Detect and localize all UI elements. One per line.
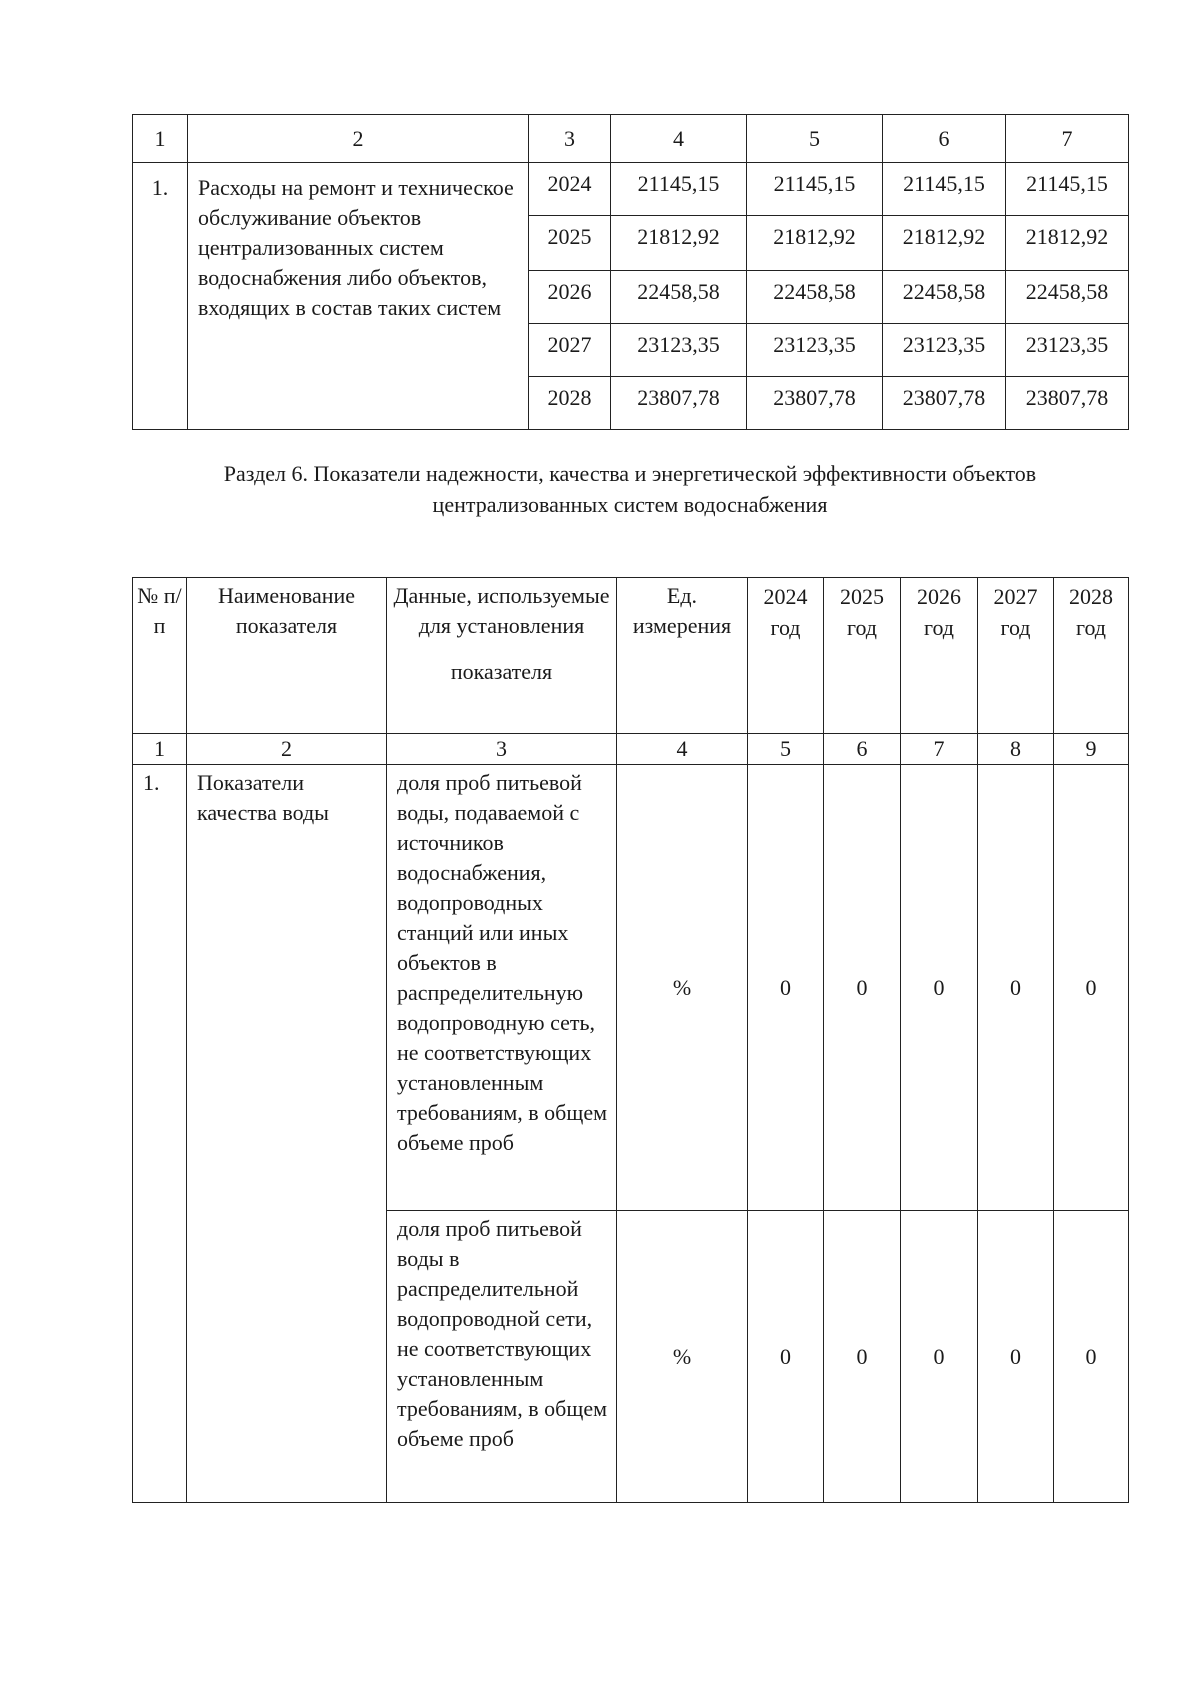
value-cell: 0	[824, 765, 901, 1211]
column-number: 8	[978, 734, 1054, 765]
row-number: 1.	[133, 163, 188, 430]
column-number: 5	[748, 734, 824, 765]
header-year-2028: 2028 год	[1054, 578, 1129, 734]
value-cell: 21145,15	[883, 163, 1006, 216]
value-cell: 22458,58	[747, 271, 883, 324]
value-cell: 0	[978, 765, 1054, 1211]
column-number: 2	[188, 115, 529, 163]
year-cell: 2027	[529, 324, 611, 377]
header-year-2024: 2024 год	[748, 578, 824, 734]
table-header-row	[133, 578, 1129, 734]
value-cell: 23123,35	[747, 324, 883, 377]
header-year-2026: 2026 год	[901, 578, 978, 734]
column-number: 6	[824, 734, 901, 765]
value-cell: 21812,92	[747, 216, 883, 271]
section-title-line: Раздел 6. Показатели надежности, качества и энергетической эффективности объектов	[223, 461, 1037, 486]
value-cell: 0	[748, 765, 824, 1211]
header-data-tail: показателя	[450, 659, 553, 684]
header-year-2027: 2027 год	[978, 578, 1054, 734]
column-number: 9	[1054, 734, 1129, 765]
value-cell: 21812,92	[611, 216, 747, 271]
value-cell: 21812,92	[1006, 216, 1129, 271]
column-number: 3	[529, 115, 611, 163]
expenses-table	[132, 114, 1129, 430]
header-number: № п/п	[133, 578, 187, 734]
value-cell: 0	[824, 1211, 901, 1503]
value-cell: 23807,78	[883, 377, 1006, 430]
table-header-row	[133, 115, 1129, 163]
value-cell: 22458,58	[1006, 271, 1129, 324]
value-cell: 0	[1054, 1211, 1129, 1503]
column-number: 4	[611, 115, 747, 163]
value-cell: 0	[901, 765, 978, 1211]
column-number: 7	[1006, 115, 1129, 163]
column-number: 3	[387, 734, 617, 765]
year-cell: 2028	[529, 377, 611, 430]
column-number: 1	[133, 115, 188, 163]
year-cell: 2024	[529, 163, 611, 216]
value-cell: 21145,15	[747, 163, 883, 216]
indicator-description: доля проб питьевой воды, подаваемой с источников водоснабжения, водопроводных станций или иных объектов в распределительную водопроводную сеть, не соответствующих установленным требованиям, в общем объеме проб	[387, 765, 617, 1211]
unit-cell: %	[617, 765, 748, 1211]
value-cell: 23807,78	[1006, 377, 1129, 430]
value-cell: 23807,78	[611, 377, 747, 430]
column-number: 2	[187, 734, 387, 765]
value-cell: 21812,92	[883, 216, 1006, 271]
header-name: Наименование показателя	[187, 578, 387, 734]
value-cell: 21145,15	[611, 163, 747, 216]
column-number: 7	[901, 734, 978, 765]
value-cell: 0	[901, 1211, 978, 1503]
column-number: 6	[883, 115, 1006, 163]
column-number: 1	[133, 734, 187, 765]
value-cell: 21145,15	[1006, 163, 1129, 216]
value-cell: 22458,58	[883, 271, 1006, 324]
value-cell: 23123,35	[1006, 324, 1129, 377]
header-year-2025: 2025 год	[824, 578, 901, 734]
value-cell: 23807,78	[747, 377, 883, 430]
year-cell: 2026	[529, 271, 611, 324]
header-data	[387, 578, 617, 734]
section-title	[132, 458, 1128, 520]
section-title-line: централизованных систем водоснабжения	[432, 492, 828, 517]
indicators-table	[132, 577, 1129, 1503]
value-cell: 23123,35	[611, 324, 747, 377]
group-number: 1.	[133, 765, 187, 1503]
unit-cell: %	[617, 1211, 748, 1503]
header-unit: Ед. измерения	[617, 578, 748, 734]
column-numbers-row	[133, 734, 1129, 765]
value-cell: 22458,58	[611, 271, 747, 324]
column-number: 4	[617, 734, 748, 765]
indicator-description: доля проб питьевой воды в распределительной водопроводной сети, не соответствующих установленным требованиям, в общем объеме проб	[387, 1211, 617, 1503]
table-row	[133, 765, 1129, 1211]
year-cell: 2025	[529, 216, 611, 271]
row-label: Расходы на ремонт и техническое обслуживание объектов централизованных систем водоснабжения либо объектов, входящих в состав таких систем	[188, 163, 529, 430]
value-cell: 0	[1054, 765, 1129, 1211]
value-cell: 0	[748, 1211, 824, 1503]
column-number: 5	[747, 115, 883, 163]
value-cell: 0	[978, 1211, 1054, 1503]
header-data-text: Данные, используемые для установления	[393, 583, 610, 638]
value-cell: 23123,35	[883, 324, 1006, 377]
group-name: Показатели качества воды	[187, 765, 387, 1503]
table-row	[133, 163, 1129, 216]
